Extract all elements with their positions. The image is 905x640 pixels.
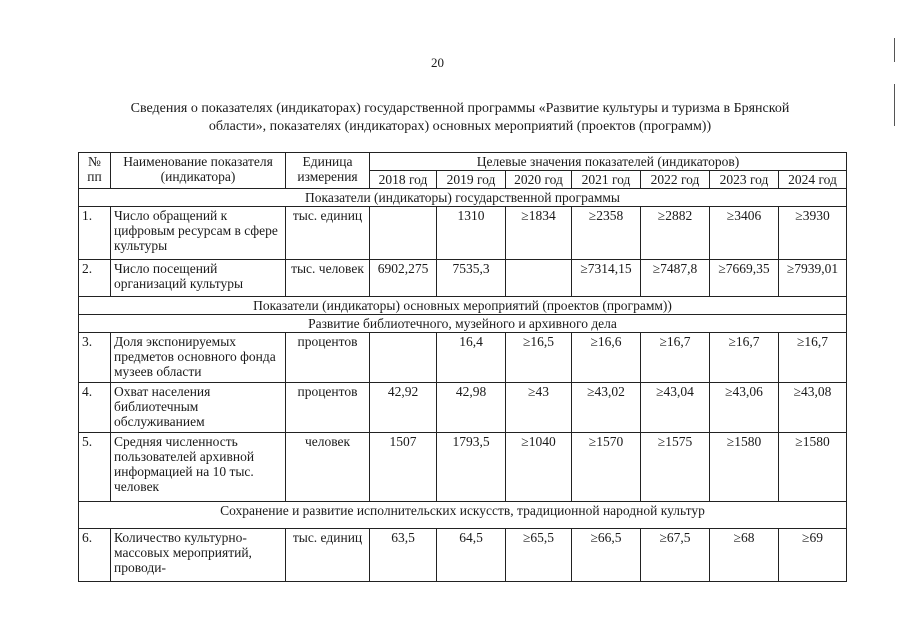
value-cell: 63,5 [370, 529, 437, 582]
value-cell: ≥1580 [779, 433, 847, 502]
section-main-measures: Показатели (индикаторы) основных мероприятий (проектов (программ)) [79, 297, 847, 315]
title-line-1: Сведения о показателях (индикаторах) государственной программы «Развитие культуры и туризма в Брянской [130, 101, 790, 116]
row-unit: человек [286, 433, 370, 502]
row-name: Охват населения библиотечным обслуживанием [111, 383, 286, 433]
value-cell: 42,92 [370, 383, 437, 433]
value-cell [370, 207, 437, 260]
margin-mark [894, 38, 895, 62]
header-year: 2024 год [779, 171, 847, 189]
row-unit: тыс. единиц [286, 207, 370, 260]
row-number: 1. [79, 207, 111, 260]
row-name: Средняя численность пользователей архивной информацией на 10 тыс. человек [111, 433, 286, 502]
value-cell: 7535,3 [437, 260, 506, 297]
indicators-table [78, 152, 847, 582]
page-number: 20 [431, 55, 444, 70]
value-cell: ≥68 [710, 529, 779, 582]
value-cell: 1310 [437, 207, 506, 260]
value-cell: ≥43,02 [572, 383, 641, 433]
section-row [79, 297, 847, 315]
value-cell: ≥1575 [641, 433, 710, 502]
section-row [79, 502, 847, 529]
header-number-bottom: пп [87, 169, 102, 184]
header-year: 2019 год [437, 171, 506, 189]
value-cell: ≥2358 [572, 207, 641, 260]
section-performing-arts: Сохранение и развитие исполнительских искусств, традиционной народной культур [79, 502, 847, 529]
value-cell: ≥1570 [572, 433, 641, 502]
value-cell: ≥3406 [710, 207, 779, 260]
margin-mark [894, 84, 895, 126]
section-row [79, 189, 847, 207]
value-cell: ≥1580 [710, 433, 779, 502]
header-targets: Целевые значения показателей (индикаторов) [370, 153, 847, 171]
value-cell: 1507 [370, 433, 437, 502]
row-number: 6. [79, 529, 111, 582]
row-number: 2. [79, 260, 111, 297]
table-row [79, 333, 847, 383]
row-unit: процентов [286, 333, 370, 383]
header-name: Наименование показателя (индикатора) [111, 153, 286, 189]
value-cell: ≥43,08 [779, 383, 847, 433]
section-row [79, 315, 847, 333]
section-library-museum: Развитие библиотечного, музейного и архивного дела [79, 315, 847, 333]
value-cell: ≥1040 [506, 433, 572, 502]
value-cell [506, 260, 572, 297]
value-cell: 64,5 [437, 529, 506, 582]
value-cell: ≥7314,15 [572, 260, 641, 297]
row-name: Доля экспонируемых предметов основного фонда музеев области [111, 333, 286, 383]
value-cell: ≥16,7 [779, 333, 847, 383]
value-cell: 42,98 [437, 383, 506, 433]
table-row [79, 260, 847, 297]
header-year: 2023 год [710, 171, 779, 189]
table-row [79, 529, 847, 582]
value-cell: 6902,275 [370, 260, 437, 297]
value-cell: ≥69 [779, 529, 847, 582]
row-name: Число обращений к цифровым ресурсам в сфере культуры [111, 207, 286, 260]
section-state-program: Показатели (индикаторы) государственной программы [79, 189, 847, 207]
value-cell: ≥16,5 [506, 333, 572, 383]
value-cell: ≥67,5 [641, 529, 710, 582]
table-row [79, 433, 847, 502]
value-cell [370, 333, 437, 383]
table-row [79, 383, 847, 433]
value-cell: ≥65,5 [506, 529, 572, 582]
value-cell: ≥2882 [641, 207, 710, 260]
header-year: 2018 год [370, 171, 437, 189]
value-cell: ≥43 [506, 383, 572, 433]
header-year: 2020 год [506, 171, 572, 189]
row-number: 3. [79, 333, 111, 383]
row-number: 4. [79, 383, 111, 433]
value-cell: ≥16,7 [641, 333, 710, 383]
row-name: Число посещений организаций культуры [111, 260, 286, 297]
document-title [60, 100, 860, 136]
row-number: 5. [79, 433, 111, 502]
header-year: 2022 год [641, 171, 710, 189]
value-cell: 1793,5 [437, 433, 506, 502]
value-cell: 16,4 [437, 333, 506, 383]
header-number-top: № [88, 154, 101, 169]
value-cell: ≥43,04 [641, 383, 710, 433]
header-number [79, 153, 111, 189]
row-name: Количество культурно-массовых мероприятий, проводи- [111, 529, 286, 582]
value-cell: ≥7669,35 [710, 260, 779, 297]
value-cell: ≥7487,8 [641, 260, 710, 297]
value-cell: ≥16,7 [710, 333, 779, 383]
value-cell: ≥43,06 [710, 383, 779, 433]
table-row [79, 207, 847, 260]
row-unit: тыс. человек [286, 260, 370, 297]
value-cell: ≥1834 [506, 207, 572, 260]
row-unit: процентов [286, 383, 370, 433]
header-year: 2021 год [572, 171, 641, 189]
value-cell: ≥16,6 [572, 333, 641, 383]
row-unit: тыс. единиц [286, 529, 370, 582]
header-unit: Единица измерения [286, 153, 370, 189]
title-line-2: области», показателях (индикаторах) основных мероприятий (проектов (программ)) [208, 119, 712, 134]
value-cell: ≥7939,01 [779, 260, 847, 297]
value-cell: ≥3930 [779, 207, 847, 260]
header-row [79, 153, 847, 171]
value-cell: ≥66,5 [572, 529, 641, 582]
